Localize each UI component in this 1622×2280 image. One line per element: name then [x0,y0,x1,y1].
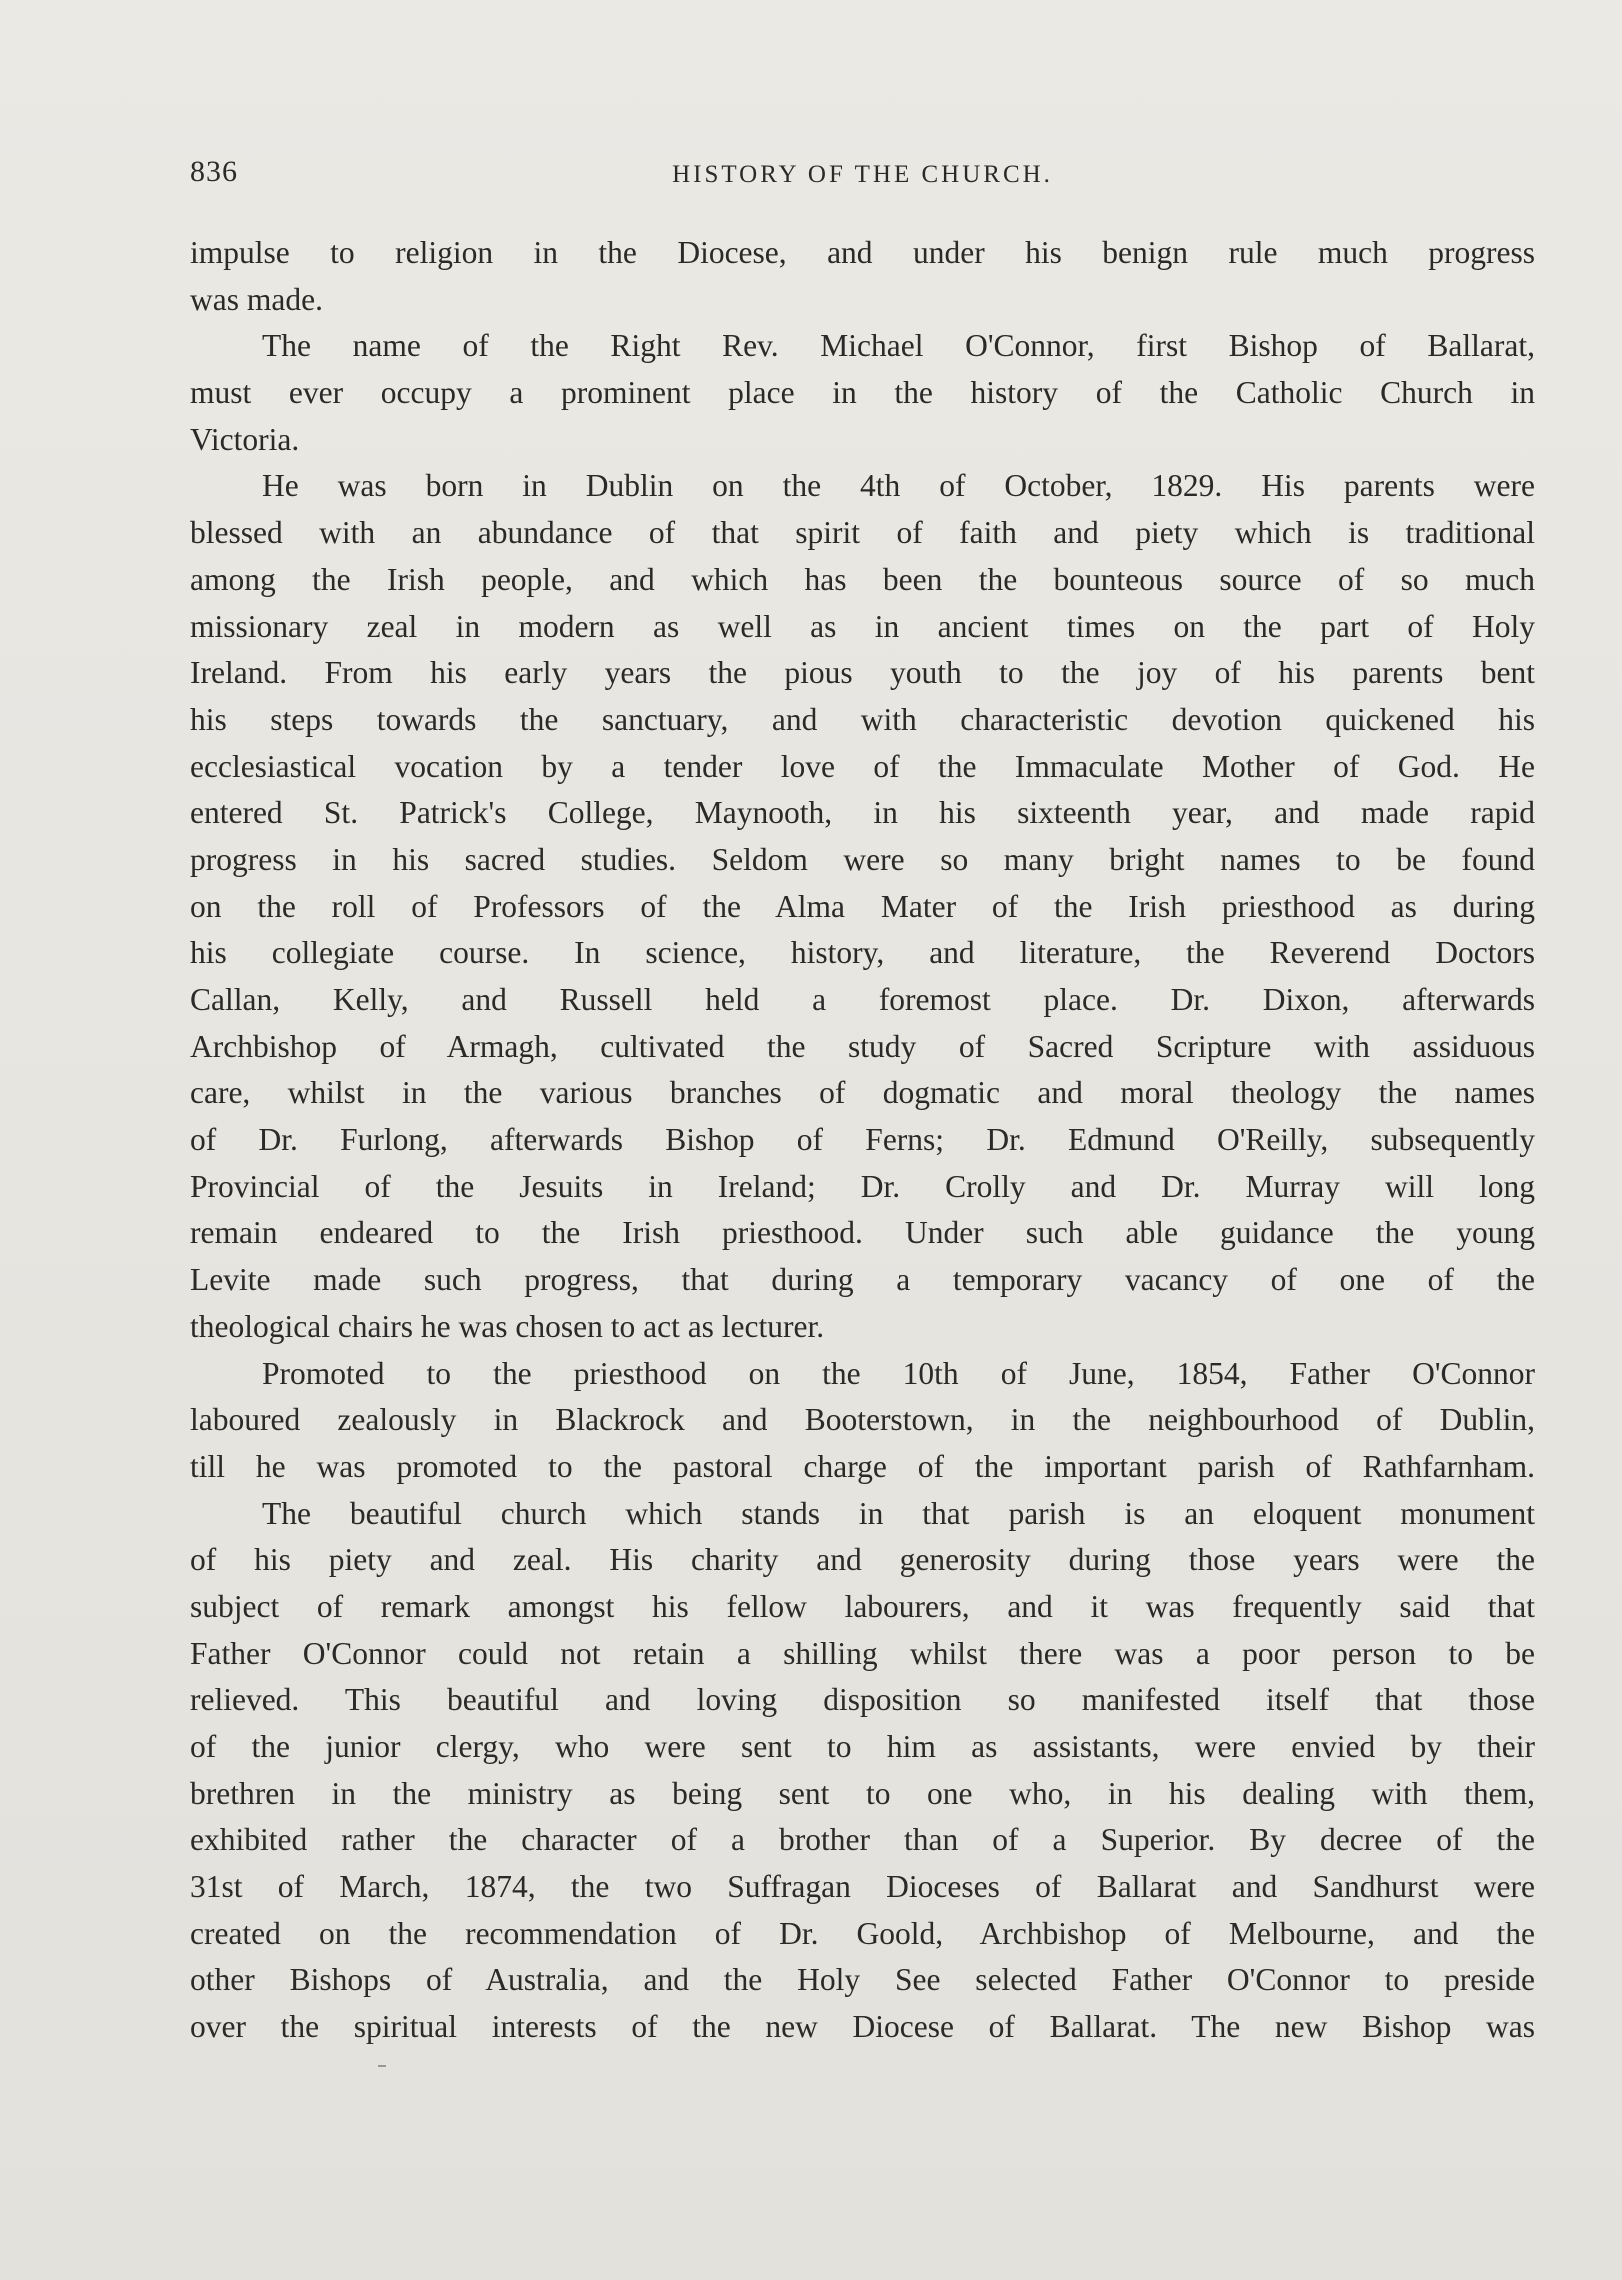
text-line: Ireland. From his early years the pious youth to the joy of his parents bent [190,655,1535,691]
text-line: on the roll of Professors of the Alma Mater of the Irish priesthood as during [190,888,1535,924]
running-title: HISTORY OF THE CHURCH. [672,161,1053,188]
text-line: his steps towards the sanctuary, and with characteristic devotion quickened his [190,701,1535,737]
text-line: must ever occupy a prominent place in the history of the Catholic Church in [190,375,1535,411]
text-line: among the Irish people, and which has been the bounteous source of so much [190,561,1535,597]
text-line: Provincial of the Jesuits in Ireland; Dr. Crolly and Dr. Murray will long [190,1168,1535,1204]
text-line: ecclesiastical vocation by a tender love of the Immaculate Mother of God. He [190,748,1535,784]
text-line: of the junior clergy, who were sent to him as assistants, were envied by their [190,1729,1535,1764]
page-header [190,155,1535,195]
text-line: The name of the Right Rev. Michael O'Connor, first Bishop of Ballarat, [262,328,1535,364]
text-line: brethren in the ministry as being sent to one who, in his dealing with them, [190,1775,1535,1811]
print-mark [378,2065,386,2067]
text-line: The beautiful church which stands in that parish is an eloquent monument [262,1495,1535,1531]
text-line: relieved. This beautiful and loving disposition so manifested itself that those [190,1682,1535,1718]
text-line: of Dr. Furlong, afterwards Bishop of Ferns; Dr. Edmund O'Reilly, subsequently [190,1122,1535,1158]
text-line: entered St. Patrick's College, Maynooth, in his sixteenth year, and made rapid [190,795,1535,831]
text-line: of his piety and zeal. His charity and generosity during those years were the [190,1542,1535,1578]
text-line: Promoted to the priesthood on the 10th of June, 1854, Father O'Connor [262,1355,1535,1391]
text-line: remain endeared to the Irish priesthood. Under such able guidance the young [190,1215,1535,1251]
text-line: Father O'Connor could not retain a shilling whilst there was a poor person to be [190,1635,1535,1671]
text-line: exhibited rather the character of a brother than of a Superior. By decree of the [190,1822,1535,1858]
text-line: 31st of March, 1874, the two Suffragan Dioceses of Ballarat and Sandhurst were [190,1869,1535,1905]
text-line: over the spiritual interests of the new Diocese of Ballarat. The new Bishop was [190,2009,1535,2045]
text-line: created on the recommendation of Dr. Goold, Archbishop of Melbourne, and the [190,1915,1535,1951]
text-line: care, whilst in the various branches of dogmatic and moral theology the names [190,1075,1535,1111]
page-number: 836 [190,155,238,188]
text-line: other Bishops of Australia, and the Holy See selected Father O'Connor to preside [190,1962,1535,1998]
text-line: his collegiate course. In science, history, and literature, the Reverend Doctors [190,935,1535,971]
text-line: He was born in Dublin on the 4th of October, 1829. His parents were [262,468,1535,504]
text-line: progress in his sacred studies. Seldom were so many bright names to be found [190,841,1535,877]
text-line: Victoria. [190,421,300,457]
text-line: laboured zealously in Blackrock and Booterstown, in the neighbourhood of Dublin, [190,1402,1535,1438]
text-line: missionary zeal in modern as well as in ancient times on the part of Holy [190,608,1535,644]
text-line: theological chairs he was chosen to act as lecturer. [190,1308,825,1344]
text-line: impulse to religion in the Diocese, and under his benign rule much progress [190,235,1535,270]
text-line: was made. [190,281,323,317]
text-line: subject of remark amongst his fellow labourers, and it was frequently said that [190,1588,1535,1624]
text-line: blessed with an abundance of that spirit of faith and piety which is traditional [190,515,1535,551]
text-line: Levite made such progress, that during a temporary vacancy of one of the [190,1262,1535,1298]
text-line: Archbishop of Armagh, cultivated the study of Sacred Scripture with assiduous [190,1028,1535,1064]
body-text [190,230,1535,2051]
text-line: Callan, Kelly, and Russell held a foremost place. Dr. Dixon, afterwards [190,982,1535,1017]
text-line: till he was promoted to the pastoral charge of the important parish of Rathfarnham. [190,1448,1535,1484]
